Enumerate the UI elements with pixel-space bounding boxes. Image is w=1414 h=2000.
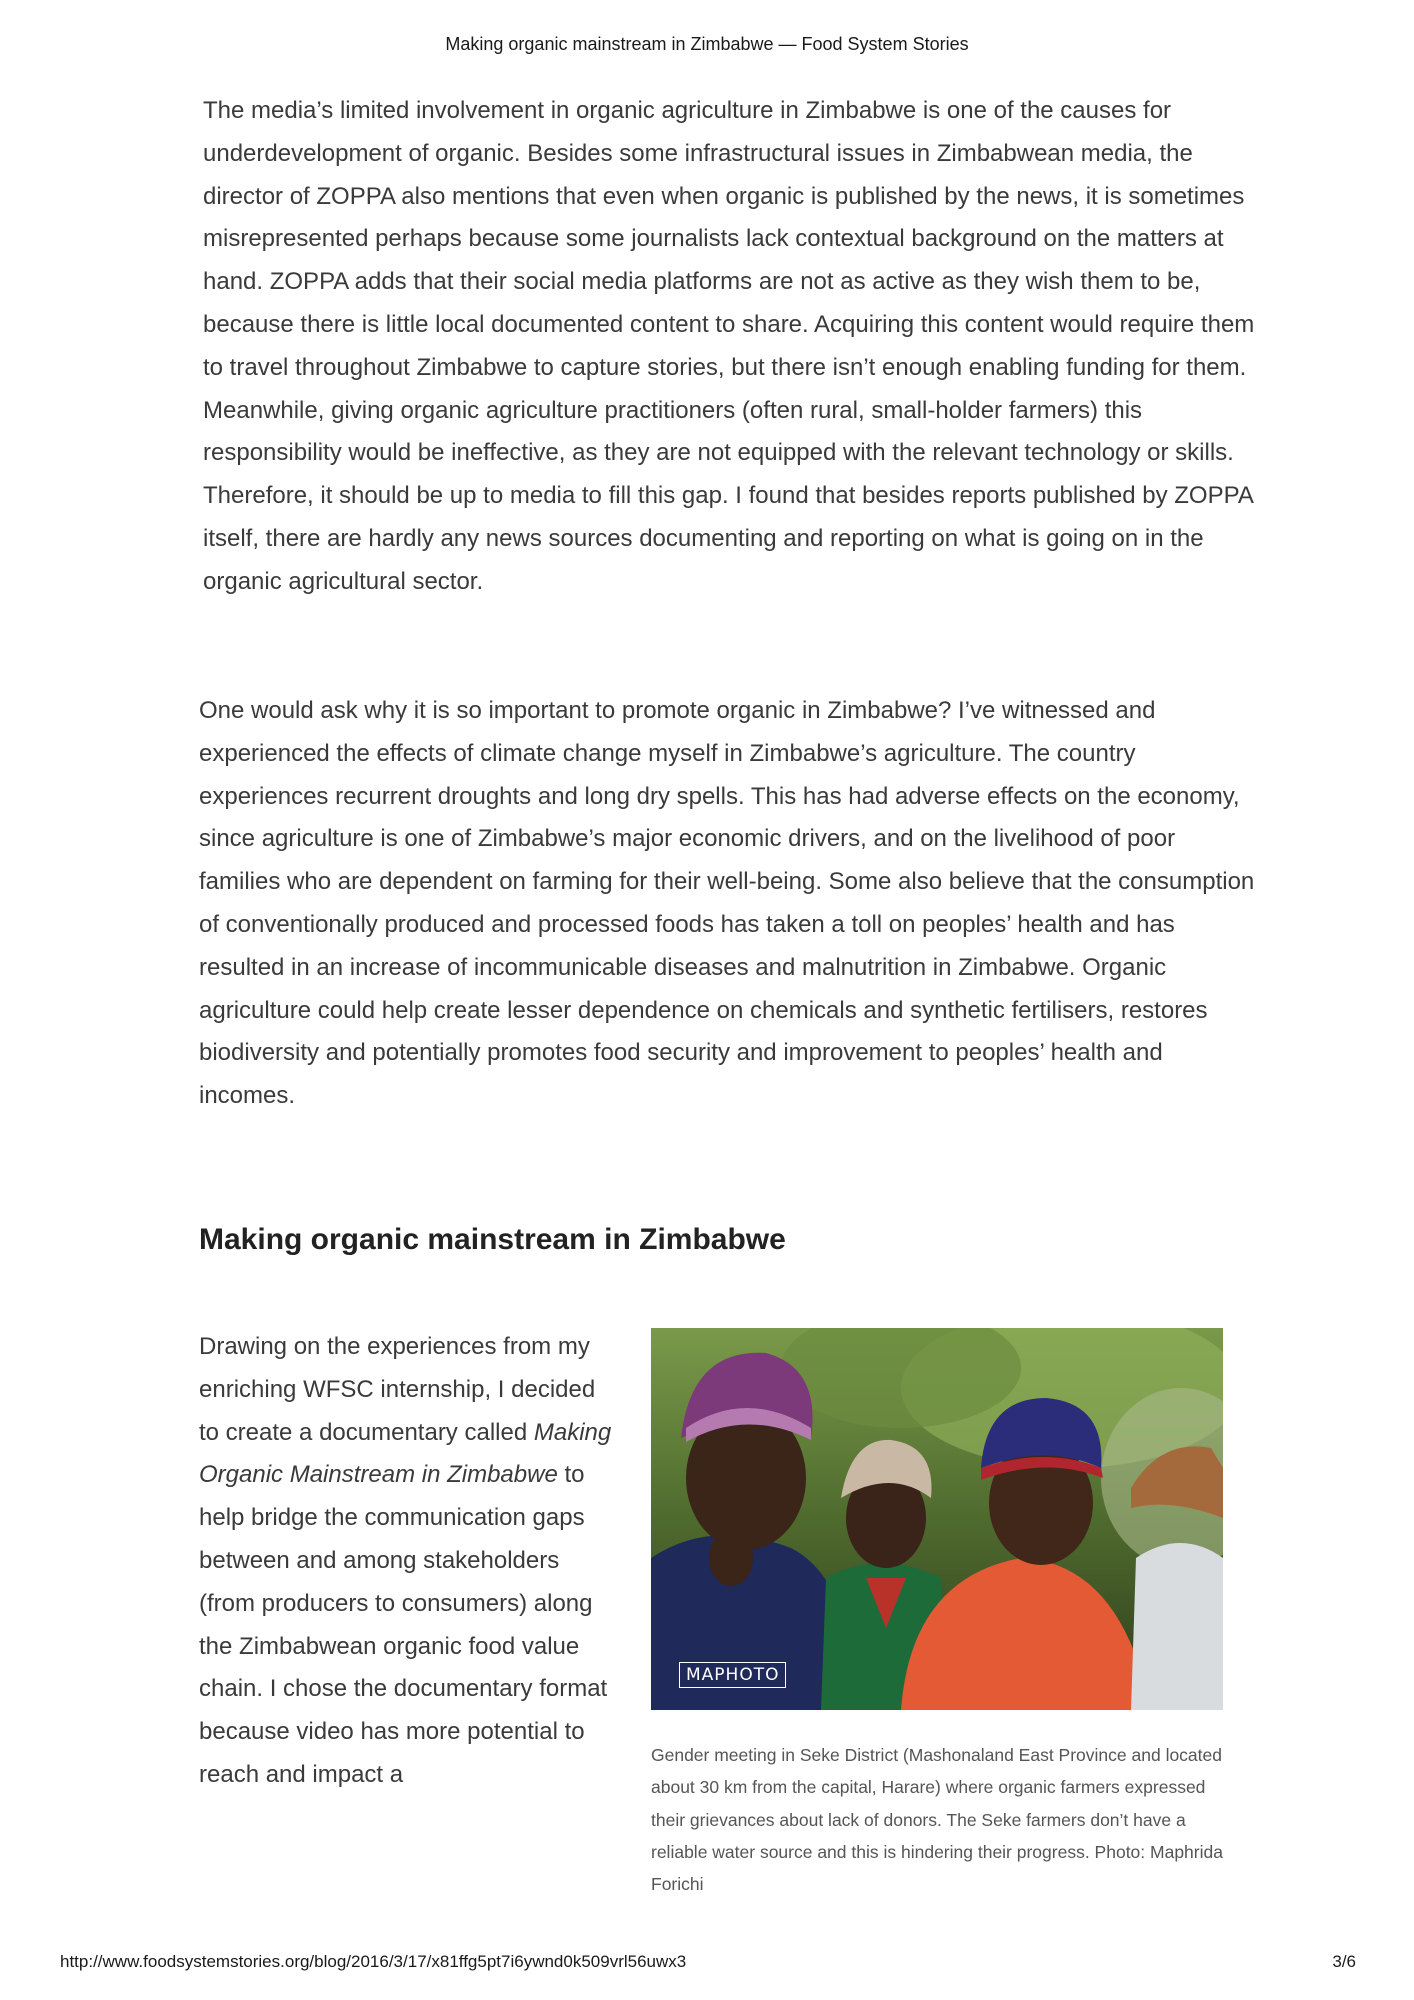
footer-url: http://www.foodsystemstories.org/blog/2016/3/17/x81ffg5pt7i6ywnd0k509vrl56uwx3	[60, 1952, 687, 1971]
intro-text-start: Drawing on the experiences from my enriching WFSC internship, I decided to create a documentary called	[199, 1333, 596, 1446]
section-heading: Making organic mainstream in Zimbabwe	[199, 1223, 786, 1256]
page-header-title: Making organic mainstream in Zimbabwe — Food System Stories	[445, 34, 969, 54]
body-paragraph-documentary	[199, 1326, 619, 1797]
photo-watermark-logo: MAPHOTO	[679, 1662, 786, 1688]
documentary-title: Making Organic Mainstream in Zimbabwe	[199, 1418, 612, 1489]
farmers-photo	[651, 1328, 1223, 1710]
intro-text-end: to help bridge the communication gaps between and among stakeholders (from producers to consumers) along the Zimbabwean organic food value chain. I chose the documentary format because video has more potential to reach and impact a	[199, 1461, 608, 1788]
body-paragraph-why-organic: One would ask why it is so important to promote organic in Zimbabwe? I’ve witnessed and experienced the effects of climate change myself in Zimbabwe’s agriculture. The country experiences recurrent droughts and long dry spells. This has had adverse effects on the economy, since agriculture is one of Zimbabwe’s major economic drivers, and on the livelihood of poor families who are dependent on farming for their well-being. Some also believe that the consumption of conventionally produced and processed foods has taken a toll on peoples’ health and has resulted in an increase of incommunicable diseases and malnutrition in Zimbabwe. Organic agriculture could help create lesser dependence on chemicals and synthetic fertilisers, restores biodiversity and potentially promotes food security and improvement to peoples’ health and incomes.	[199, 697, 1255, 1110]
farmers-photo-illustration	[651, 1328, 1223, 1710]
body-paragraph-media: The media’s limited involvement in organic agriculture in Zimbabwe is one of the causes for underdevelopment of organic. Besides some infrastructural issues in Zimbabwean media, the director of ZOPPA also mentions that even when organic is published by the news, it is sometimes misrepresented perhaps because some journalists lack contextual background on the matters at hand. ZOPPA adds that their social media platforms are not as active as they wish them to be, because there is little local documented content to share. Acquiring this content would require them to travel throughout Zimbabwe to capture stories, but there isn’t enough enabling funding for them. Meanwhile, giving organic agriculture practitioners (often rural, small-holder farmers) this responsibility would be ineffective, as they are not equipped with the relevant technology or skills. Therefore, it should be up to media to fill this gap. I found that besides reports published by ZOPPA itself, there are hardly any news sources documenting and reporting on what is going on in the organic agricultural sector.	[203, 97, 1255, 595]
photo-caption: Gender meeting in Seke District (Mashonaland East Province and located about 30 km from the capital, Harare) where organic farmers expressed their grievances about lack of donors. The Seke farmers don’t have a reliable water source and this is hindering their progress. Photo: Maphrida Forichi	[651, 1745, 1223, 1895]
footer-page-number: 3/6	[1332, 1952, 1356, 1971]
